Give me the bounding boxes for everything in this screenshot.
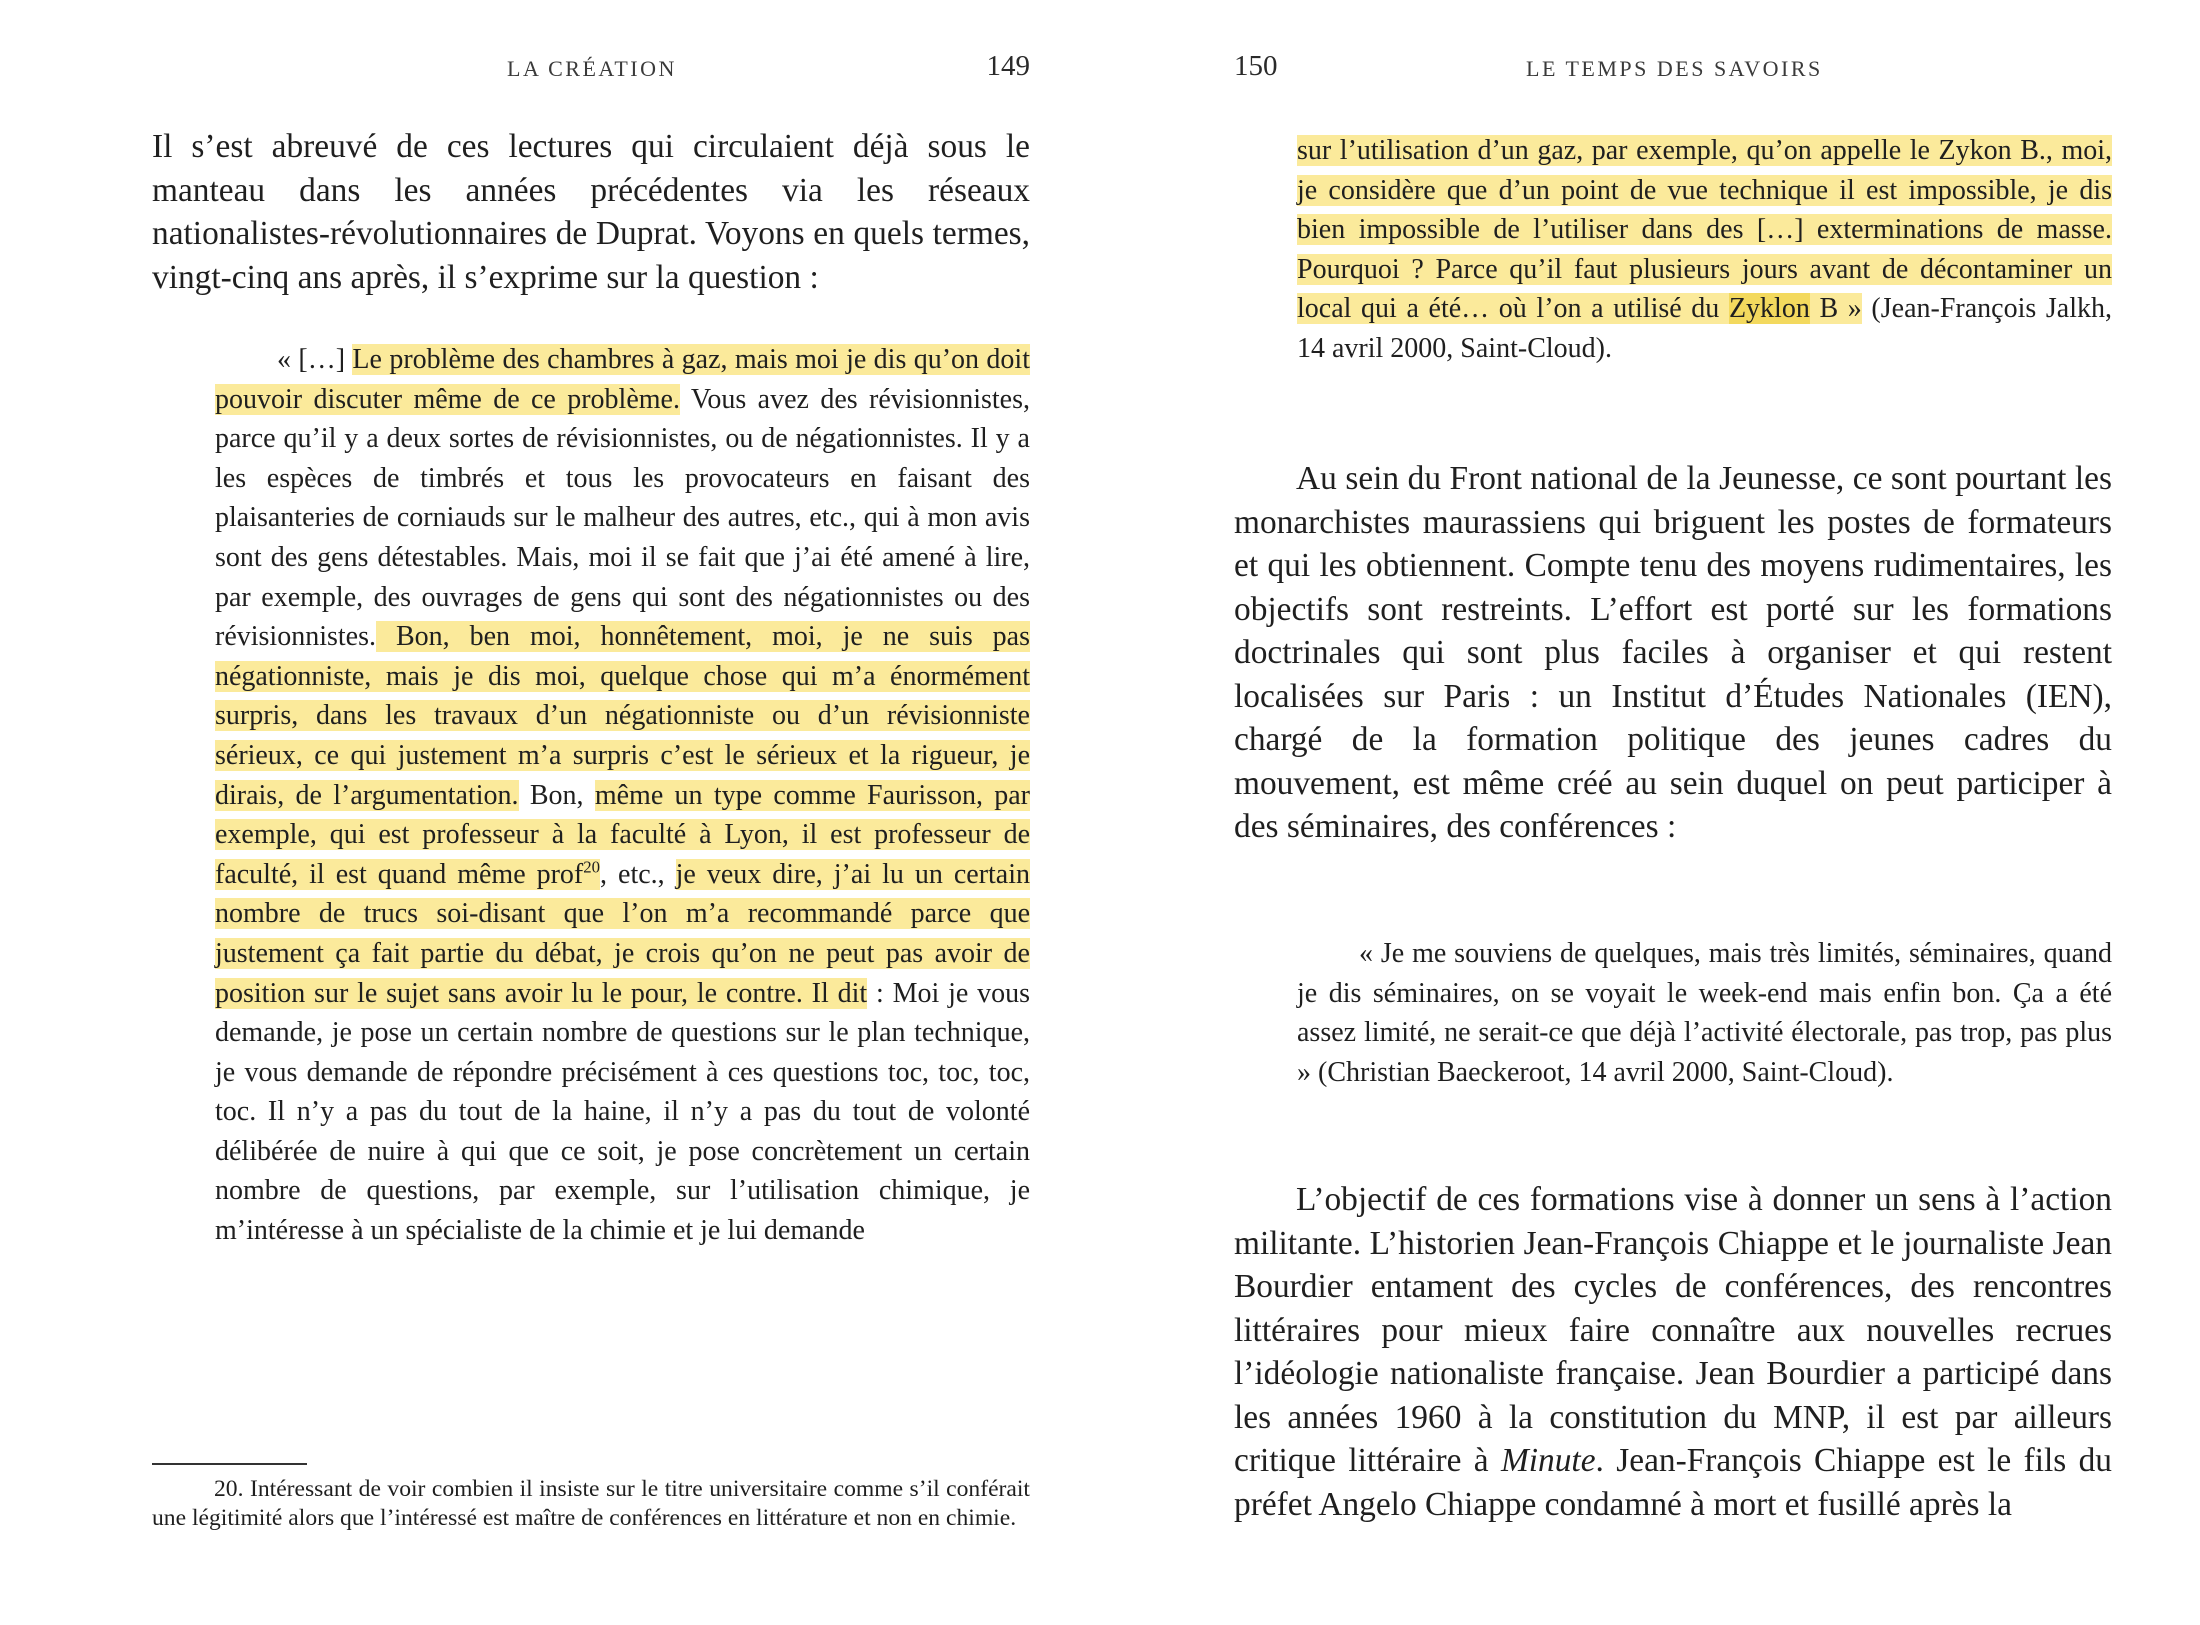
quote-segment-technical: : Moi je vous demande, je pose un certain nombre de questions sur le plan technique, je vous demande de répondre précisément à ces questions toc, toc, toc, toc. Il n’y a pas du tout de la haine, il n’y a pas du tout de volonté délibérée de nuire à qui que ce soit, je pose concrètement un certain nombre de questions, par exemple, sur l’utilisation chimique, je m’intéresse à un spécialiste de la chimie et je lui demande	[215, 977, 1030, 1247]
right-block-quote-2: « Je me souviens de quelques, mais très limités, séminaires, quand je dis séminaires, on se voyait le week-end mais enfin bon. Ça a été assez limité, ne serait-ce que déjà l’activité électorale, pas trop, pas plus » (Christian Baeckeroot, 14 avril 2000, Saint-Cloud).	[1297, 938, 2112, 1088]
left-intro-paragraph: Il s’est abreuvé de ces lectures qui circulaient déjà sous le manteau dans les années précédentes via les réseaux nationalistes-révolutionnaires de Duprat. Voyons en quels termes, vingt-cinq ans après, il s’exprime sur la question :	[152, 128, 1030, 296]
footnote-text: Intéressant de voir combien il insiste sur le titre universitaire comme s’il conférait une légitimité alors que l’intéressé est maître de conférences en littérature et non en chimie.	[152, 1476, 1030, 1531]
footnote-number: 20.	[214, 1476, 244, 1502]
footnote-rule	[152, 1463, 307, 1465]
faurisson-text: même un type comme Faurisson, par exemple, qui est professeur à la faculté à Lyon, il est professeur de faculté, il est quand même prof	[215, 779, 1031, 890]
quote-segment-etc: , etc.,	[600, 858, 676, 890]
left-page	[152, 0, 1030, 1625]
right-paragraph-front-national: Au sein du Front national de la Jeunesse, ce sont pourtant les monarchistes maurassiens qui briguent les postes de formateurs et qui les obtiennent. Compte tenu des moyens rudimentaires, les objectifs sont restreints. L’effort est porté sur les formations doctrinales qui sont plus faciles à organiser et qui restent localisées sur Paris : un Institut d’Études Nationales (IEN), chargé de la formation politique des jeunes cadres du mouvement, est même créé au sein duquel on peut participer à des séminaires, des conférences :	[1234, 460, 2112, 845]
left-running-head	[152, 50, 1030, 90]
quote-segment-bon: Bon,	[518, 779, 595, 811]
highlight-zyklon-b: B »	[1809, 293, 1862, 325]
right-running-title: LE TEMPS DES SAVOIRS	[1526, 56, 1823, 81]
minute-italic: Minute	[1500, 1442, 1596, 1479]
highlight-zyklon-word: Zyklon	[1728, 293, 1810, 325]
left-page-number: 149	[986, 50, 1030, 82]
highlight-gas-chambers: Le problème des chambres à gaz, mais moi je dis qu’on doit pouvoir discuter même de ce problème.	[215, 344, 1030, 415]
highlight-zykon: sur l’utilisation d’un gaz, par exemple, qu’on appelle le Zykon B., moi, je considère que d’un point de vue technique il est impossible, je dis bien impossible de l’utiliser dans des […] exterminations de masse. Pourquoi ? Parce qu’il faut plusieurs jours avant de décontaminer un local qui a été… où l’on a utilisé du	[1297, 135, 2112, 325]
right-page-number: 150	[1234, 50, 1278, 82]
paragraph2-text-after: . Jean-François Chiappe est le fils du préfet Angelo Chiappe condamné à mort et fusillé après la	[1234, 1442, 2112, 1523]
footnote-ref-20[interactable]: 20	[583, 857, 601, 877]
quote-segment-revisionists: Vous avez des révisionnistes, parce qu’il y a deux sortes de révisionnistes, ou de négationnistes. Il y a les espèces de timbrés et tous les provocateurs en faisant des plaisanteries de corniauds sur le malheur des autres, etc., qui à mon avis sont des gens détestables. Mais, moi il se fait que j’ai été amené à lire, par exemple, des ouvrages de gens qui sont des négationnistes ou des révisionnistes.	[215, 383, 1030, 653]
right-block-quote-1	[1297, 131, 2112, 369]
right-page	[1234, 0, 2112, 1625]
right-running-head	[1234, 50, 2112, 90]
quote1-attribution: (Jean-François Jalkh, 14 avril 2000, Saint-Cloud).	[1297, 293, 2112, 364]
left-block-quote	[215, 340, 1030, 1251]
highlight-debate: je veux dire, j’ai lu un certain nombre de trucs soi-disant que l’on m’a recommandé parce que justement ça fait partie du débat, je crois qu’on ne peut pas avoir de position sur le sujet sans avoir lu le pour, le contre. Il dit	[215, 858, 1030, 1009]
right-paragraph-objectif	[1234, 1178, 2112, 1526]
footnote-20	[152, 1475, 1030, 1532]
quote-segment-open: « […]	[277, 344, 353, 375]
paragraph2-text-before: L’objectif de ces formations vise à donner un sens à l’action militante. L’historien Jean-François Chiappe et le journaliste Jean Bourdier entament des cycles de conférences, des rencontres littéraires pour mieux faire connaître aux nouvelles recrues l’idéologie nationaliste française. Jean Bourdier a participé dans les années 1960 à la constitution du MNP, il est par ailleurs critique littéraire à	[1234, 1181, 2112, 1479]
highlight-honestly: Bon, ben moi, honnêtement, moi, je ne suis pas négationniste, mais je dis moi, quelque chose qui m’a énormément surpris, dans les travaux d’un négationniste ou d’un révisionniste sérieux, ce qui justement m’a surpris c’est le sérieux et la rigueur, je dirais, de l’argumentation.	[215, 621, 1030, 811]
left-running-title: LA CRÉATION	[507, 56, 677, 81]
